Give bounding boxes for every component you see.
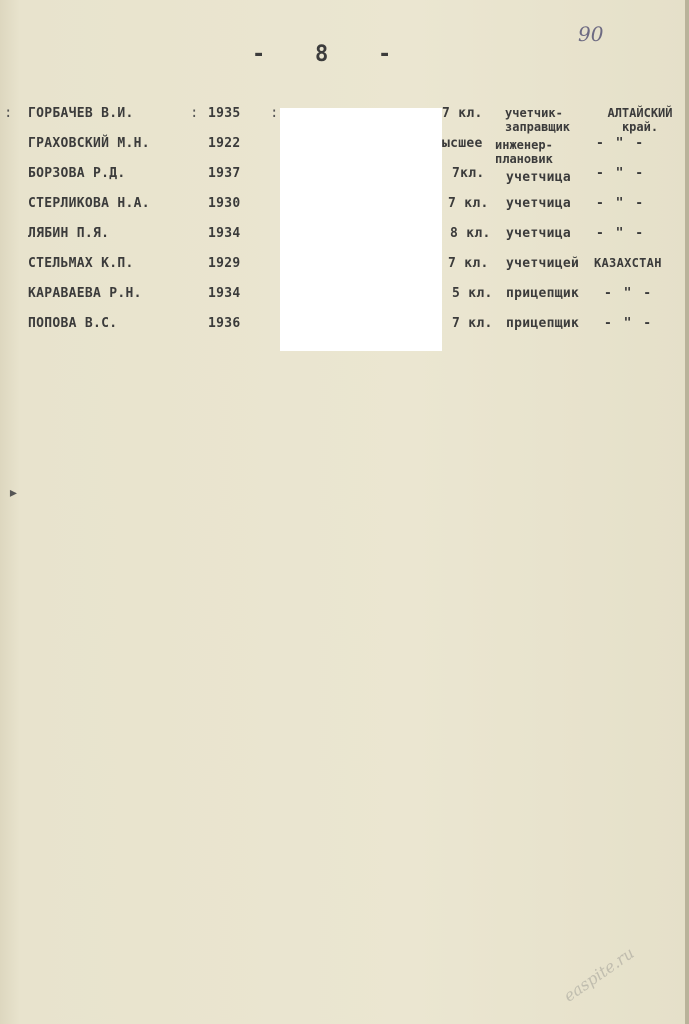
education: 7 кл. — [452, 316, 493, 331]
occupation: прицепщик — [506, 286, 580, 301]
person-name: БОРЗОВА Р.Д. — [28, 166, 126, 181]
region: - " - — [596, 226, 646, 241]
person-name: ГОРБАЧЕВ В.И. — [28, 106, 134, 121]
birth-year: 1922 — [208, 136, 241, 151]
region: - " - — [604, 286, 654, 301]
birth-year: 1935 — [208, 106, 241, 121]
header-dash-right: - — [378, 42, 392, 67]
region: КАЗАХСТАН — [594, 256, 662, 270]
education: 7 кл. — [442, 106, 483, 121]
birth-year: 1934 — [208, 226, 241, 241]
education: ысшее — [442, 136, 483, 151]
birth-year: 1930 — [208, 196, 241, 211]
person-name: СТЕРЛИКОВА Н.А. — [28, 196, 150, 211]
region: - " - — [596, 136, 646, 151]
region: АЛТАЙСКИЙ край. — [607, 106, 673, 134]
redaction-block — [280, 108, 442, 351]
handwritten-page-number: 90 — [578, 22, 604, 46]
watermark-text: easpite.ru — [560, 943, 638, 1006]
occupation: учетчица — [506, 196, 572, 211]
person-name: ЛЯБИН П.Я. — [28, 226, 110, 241]
colon-mark: : — [190, 105, 199, 121]
margin-mark: ▸ — [8, 482, 19, 503]
birth-year: 1936 — [208, 316, 241, 331]
colon-mark: : — [270, 105, 279, 121]
person-name: СТЕЛЬМАХ К.П. — [28, 256, 134, 271]
header-dash-left: - — [252, 42, 266, 67]
person-name: ПОПОВА В.С. — [28, 316, 118, 331]
region: - " - — [596, 166, 646, 181]
occupation: учетчица — [506, 170, 572, 185]
header-page-mark: 8 — [315, 42, 329, 67]
education: 7 кл. — [448, 196, 489, 211]
education: 8 кл. — [450, 226, 491, 241]
occupation: инженер-плановик — [495, 138, 553, 166]
education: 7кл. — [452, 166, 485, 181]
occupation: учетчица — [506, 226, 572, 241]
birth-year: 1937 — [208, 166, 241, 181]
person-name: КАРАВАЕВА Р.Н. — [28, 286, 142, 301]
occupation: учетчицей — [506, 256, 580, 271]
colon-mark: : — [4, 105, 13, 121]
education: 7 кл. — [448, 256, 489, 271]
occupation: прицепщик — [506, 316, 580, 331]
region: - " - — [596, 196, 646, 211]
region: - " - — [604, 316, 654, 331]
education: 5 кл. — [452, 286, 493, 301]
birth-year: 1929 — [208, 256, 241, 271]
birth-year: 1934 — [208, 286, 241, 301]
person-name: ГРАХОВСКИЙ М.Н. — [28, 136, 150, 151]
occupation: учетчик-заправщик — [505, 106, 571, 134]
